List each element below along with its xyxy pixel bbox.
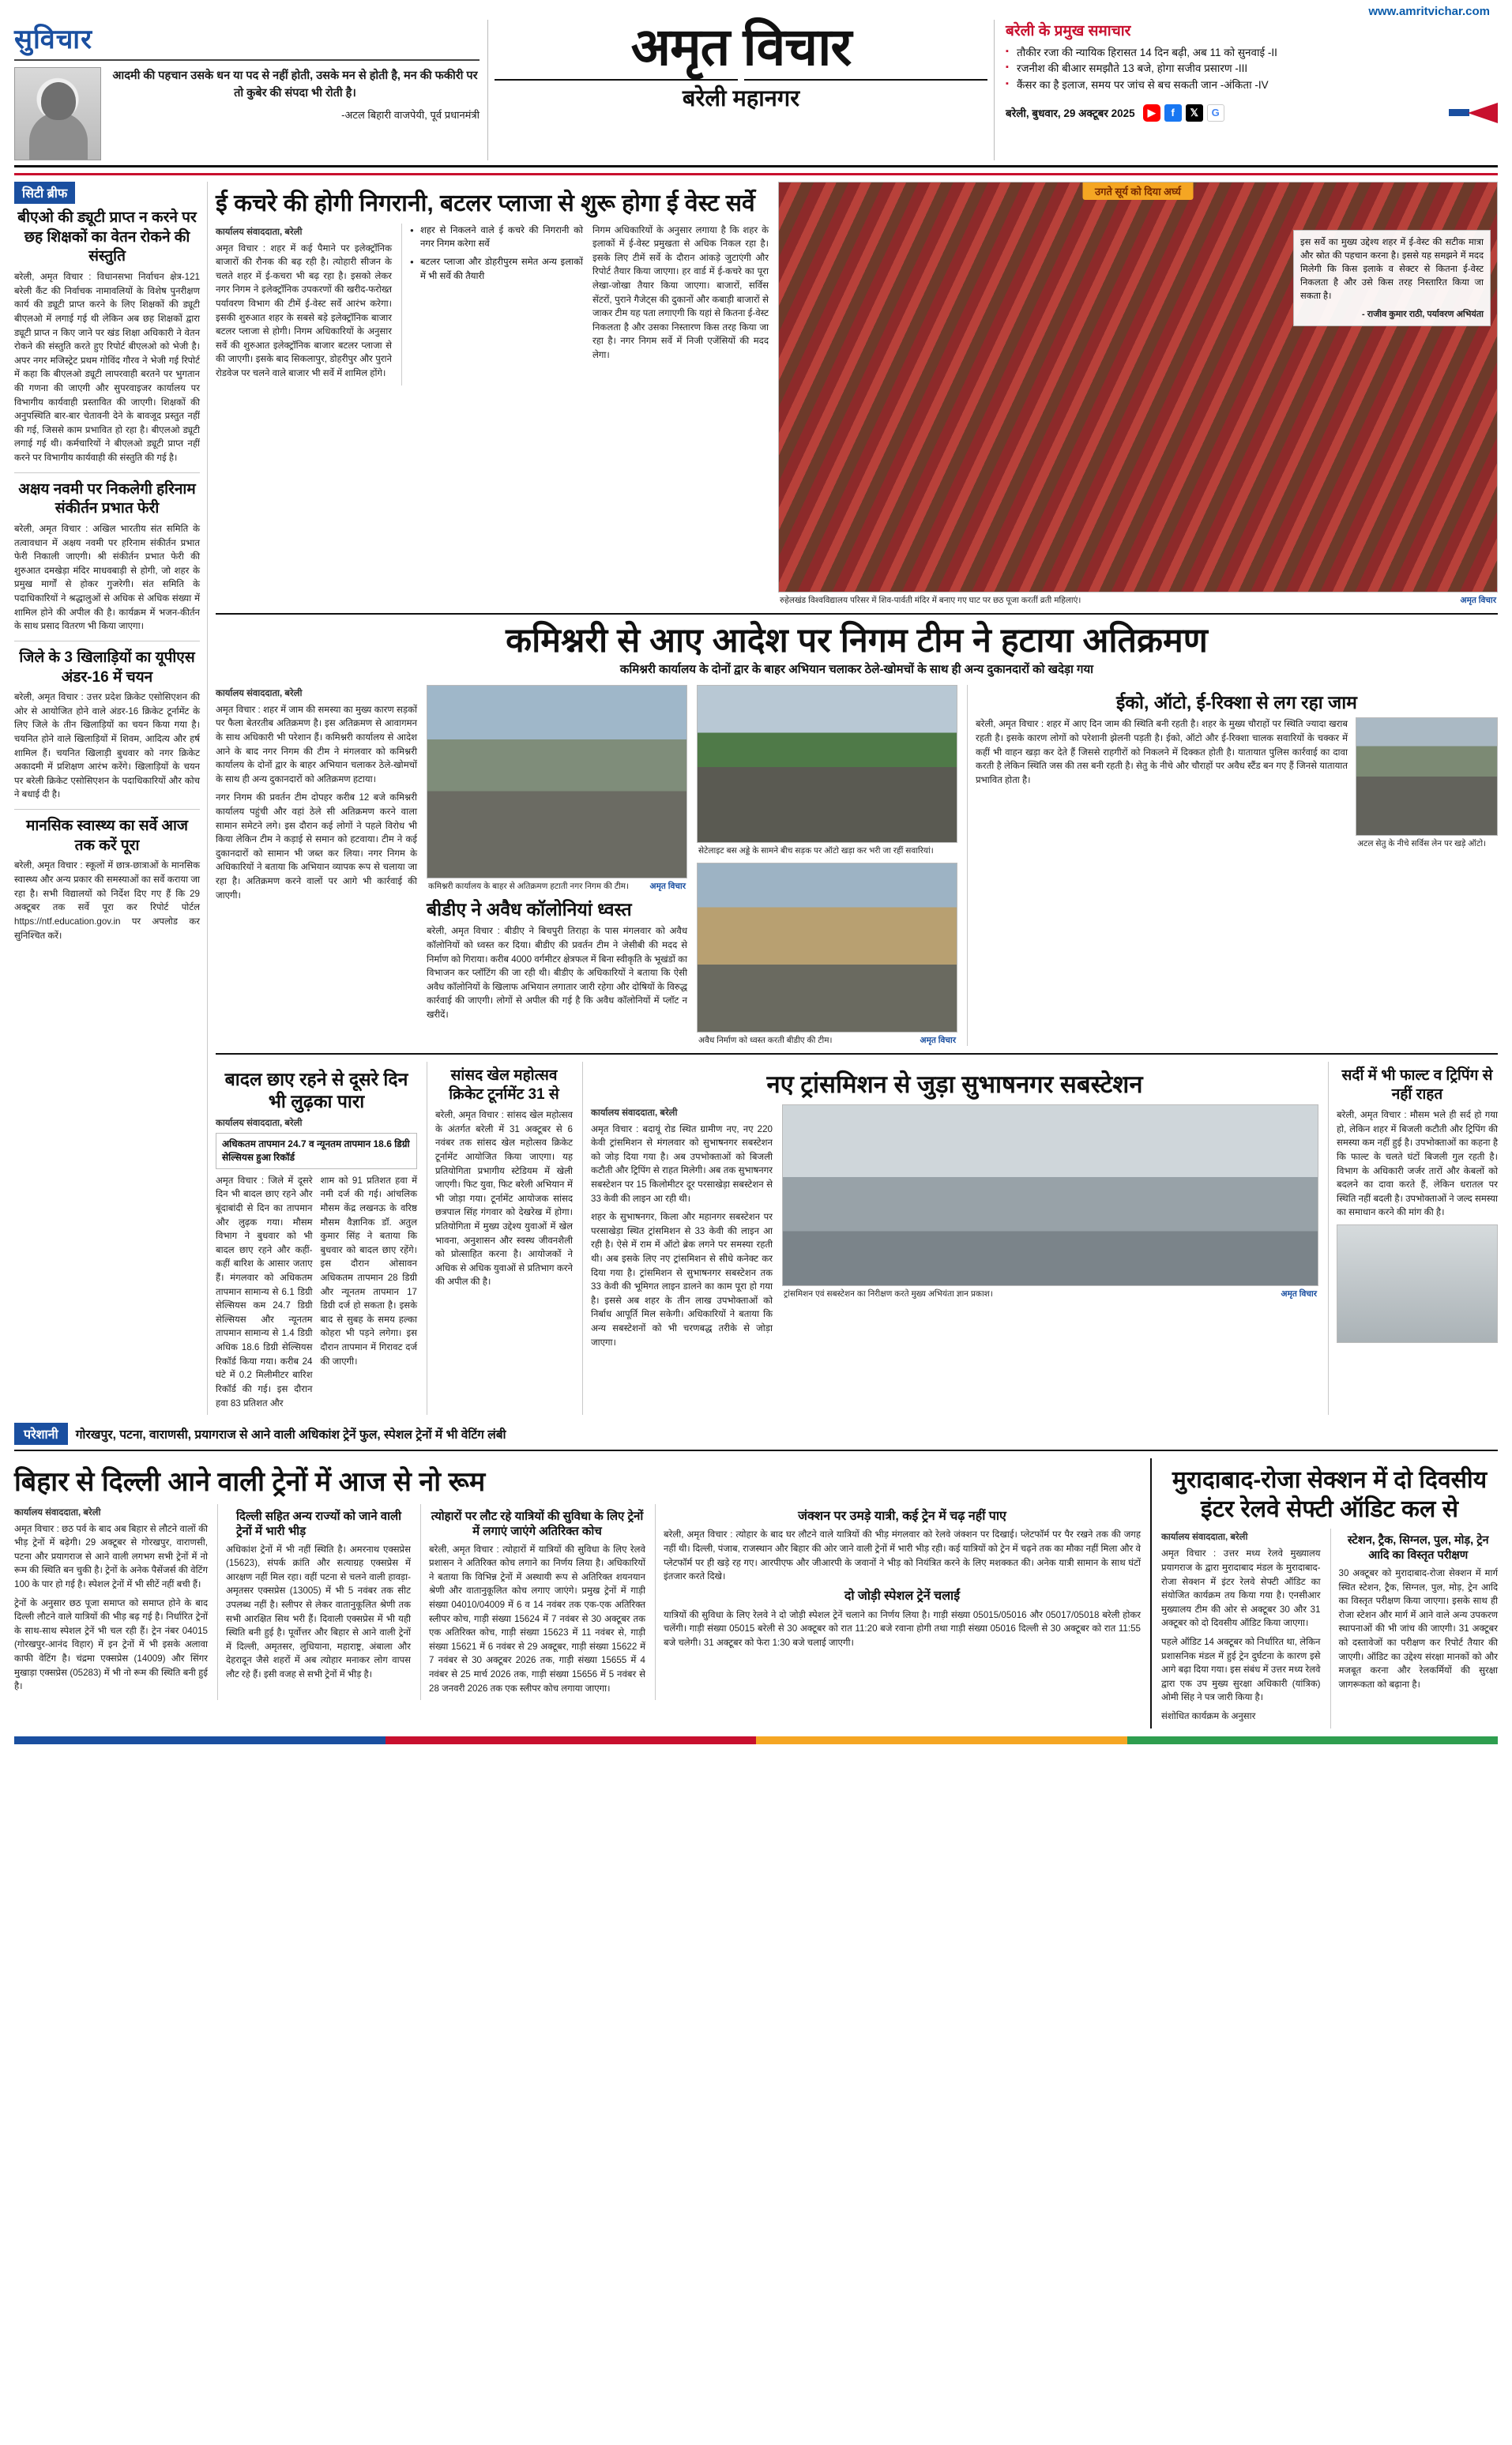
- x-icon[interactable]: 𝕏: [1186, 104, 1203, 122]
- footer-color-bar: [14, 1736, 1498, 1744]
- auto-caption: सेटेलाइट बस अड्डे के सामने बीच सड़क पर ऑटो खड़ा कर भरी जा रहीं सवारियां।: [698, 845, 934, 856]
- lead2-caption: कमिश्नरी कार्यालय के बाहर से अतिक्रमण हटाती नगर निगम की टीम।: [428, 881, 629, 891]
- substation-photo: [782, 1104, 1318, 1286]
- substation-byline: कार्यालय संवाददाता, बरेली: [591, 1108, 678, 1118]
- audit-body3: संशोधित कार्यक्रम के अनुसार: [1161, 1711, 1256, 1722]
- author-portrait: [14, 67, 101, 160]
- photo-inset-note: [1293, 230, 1491, 326]
- masthead: [14, 17, 1498, 167]
- trains-block: [14, 1458, 1141, 1728]
- auto-caption-row: [697, 843, 957, 856]
- substation-col2: शहर के सुभाषनगर, किला और महानगर सबस्टेशन पर परसाखेड़ा स्थित ट्रांसमिशन से 33 केवी की लाइन आ रही है। ऐसे में राम में ऑटो ब्रेक लगने पर समस्या रहती थी। अब इसके लिए नए ट्रांसमिशन से सीधे कनेक्ट कर दिया गया है। ट्रांसमिशन से सुभाषनगर सबस्टेशन तक 33 केवी की भूमिगत लाइन डालने का काम पूरा हो गया है। इससे अब शहर के तीन लाख उपभोक्ताओं को निर्बाध आपूर्ति मिल सकेगी। अधिकारियों ने बताया कि अन्य सबस्टेशनों को भी चरणबद्ध तरीके से जोड़ा जाएगा।: [591, 1212, 773, 1348]
- trains-col4-headline-2[interactable]: दो जोड़ी स्पेशल ट्रेनें चलाईं: [844, 1589, 961, 1603]
- ejam-caption-row: [1356, 836, 1498, 849]
- substation-col1: अमृत विचार : बदायूं रोड स्थित ग्रामीण नए, नए 220 केवी ट्रांसमिशन से मंगलवार को सुभाषनगर सबस्टेशन को जोड़ दिया गया है। अब उपभोक्ताओं को बिजली कटौती और ट्रिपिंग से राहत मिलेगी। अब तक सुभाषनगर सबस्टेशन पर 15 किलोमीटर दूर परसाखेड़ा सबस्टेशन से 33 केवी की लाइन आ रही थी।: [591, 1123, 773, 1204]
- brief-headline-2[interactable]: अक्षय नवमी पर निकलेगी हरिनाम संकीर्तन प्रभात फेरी: [18, 480, 196, 517]
- audit-body: अमृत विचार : उत्तर मध्य रेलवे मुख्यालय प्रयागराज के द्वारा मुरादाबाद मंडल के मुरादाबाद-रोजा सेक्शन में इंटर रेलवे सेफ्टी ऑडिट का संयोजित कार्यक्रम तय किया गया है। एनसीआर मुख्यालय टीम की ओर से अक्टूबर 30 और 31 अक्टूबर को दो दिवसीय ऑडिट किया जाएगा।: [1161, 1548, 1321, 1629]
- brief-headline-4[interactable]: मानसिक स्वास्थ्य का सर्वे आज तक करें पूरा: [26, 818, 188, 854]
- facebook-icon[interactable]: f: [1164, 104, 1182, 122]
- chhath-photo: [778, 182, 1498, 592]
- edition-name: बरेली महानगर: [682, 86, 800, 112]
- main-content: [14, 182, 1498, 1415]
- brief-headline-1[interactable]: बीएओ की ड्यूटी प्राप्त न करने पर छह शिक्षकों का वेतन रोकने की संस्तुति: [17, 209, 197, 265]
- lead1-bullet-1: ● शहर से निकलने वाले ई कचरे की निगरानी को नगर निगम करेगा सर्वे: [410, 224, 583, 251]
- main-column: [216, 182, 1498, 1415]
- encroachment-photo: [427, 685, 687, 878]
- lead1-byline: कार्यालय संवाददाता, बरेली: [216, 227, 303, 237]
- substation-caption: ट्रांसमिशन एवं सबस्टेशन का निरीक्षण करते मुख्य अभियंता ज्ञान प्रकाश।: [784, 1288, 993, 1299]
- bdo-caption-row: [697, 1033, 957, 1046]
- chhath-note-sign: - राजीव कुमार राठी, पर्यावरण अभियंता: [1362, 309, 1484, 319]
- audit-right-body: 30 अक्टूबर को मुरादाबाद-रोजा सेक्शन में मार्ग स्थित स्टेशन, ट्रैक, सिग्नल, पुल, मोड़, ट्रेन आदि का विस्तृत परीक्षण किया जाएगा। इसके साथ ही रोजा स्टेशन और मार्ग में आने वाले अन्य उपकरण स्थापनाओं की भी जांच की जाएगी। 31 अक्टूबर को दस्तावेजों का परीक्षण कर रिपोर्ट तैयार की जाएगी। ऑडिट का उद्देश्य संरक्षा मानकों को और मजबूत करना और रेलकर्मियों की सुरक्षा जागरूकता को बढ़ाना है।: [1338, 1568, 1498, 1690]
- audit-byline: कार्यालय संवाददाता, बरेली: [1161, 1533, 1248, 1543]
- ejam-body: बरेली, अमृत विचार : शहर में आए दिन जाम की स्थिति बनी रहती है। शहर के मुख्य चौराहों पर स्थिति ज्यादा खराब रहती है। इसके कारण लोगों को परेशानी झेलनी पड़ती है। ईको, ऑटो और ई-रिक्शा चालक सवारियों के चक्कर में कहीं भी वाहन खड़ा कर देते हैं जिससे राहगीरों को निकलने में दिक्कत होती है। यातायात पुलिस कार्रवाई का दावा करती है लेकिन स्थिति जस की तस बनी रहती है। सेतु के नीचे और चौराहों पर अवैध स्टैंड बन गए हैं जिनसे यातायात प्रभावित होता है।: [976, 719, 1348, 785]
- lead2-subhead: कमिश्नरी कार्यालय के दोनों द्वार के बाहर अभियान चलाकर ठेले-खोमचों के साथ ही अन्य दुकानदारों को खदेड़ा गया: [619, 663, 1094, 677]
- trains-col3-headline[interactable]: त्योहारों पर लौट रहे यात्रियों की सुविधा के लिए ट्रेनों में लगाएं जाएंगे अतिरिक्त कोच: [431, 1509, 644, 1539]
- chhath-credit: अमृत विचार: [1460, 596, 1496, 605]
- lead2-headline[interactable]: कमिश्नरी से आए आदेश पर निगम टीम ने हटाया अतिक्रमण: [506, 622, 1208, 660]
- audit-headline[interactable]: मुरादाबाद-रोजा सेक्शन में दो दिवसीय इंटर रेलवे सेफ्टी ऑडिट कल से: [1172, 1467, 1488, 1522]
- weather-col2: शाम को 91 प्रतिशत हवा में नमी दर्ज की गई। आंचलिक मौसम केंद्र लखनऊ के वरिष्ठ मौसम वैज्ञानिक डॉ. अतुल कुमार सिंह ने बताया कि बुधवार को बादल छाए रहेंगे। इस दौरान ओसावन अधिकतम तापमान 28 डिग्री और न्यूनतम तापमान 17 डिग्री दर्ज हो सकता है। इसके बाद से सुबह के समय हल्का कोहरा भी पड़ने लगेगा। इस दौरान तापमान में गिरावट दर्ज की जाएगी।: [320, 1175, 417, 1367]
- trains-headline[interactable]: बिहार से दिल्ली आने वाली ट्रेनों में आज से नो रूम: [14, 1467, 486, 1498]
- bottom-strap: गोरखपुर, पटना, वाराणसी, प्रयागराज से आने वाली अधिकांश ट्रेनें फुल, स्पेशल ट्रेनों में भी वेटिंग लंबी: [75, 1428, 506, 1443]
- trains-byline: कार्यालय संवाददाता, बरेली: [14, 1507, 101, 1518]
- brief-body-4: बरेली, अमृत विचार : स्कूलों में छात्र-छात्राओं के मानसिक स्वास्थ्य और अन्य प्रकार की समस्याओं का सर्वे कराया जा रहा है। सभी विद्यालयों को निर्देश दिए गए हैं कि 29 अक्टूबर तक सर्वे पूरा कर रिपोर्ट पोर्टल https://ntf.education.gov.in पर अपलोड कर सुनिश्चित करें।: [14, 860, 200, 941]
- highlights-title: बरेली के प्रमुख समाचार: [1006, 23, 1131, 39]
- chhath-caption-row: [778, 592, 1498, 606]
- weather-stats: अधिकतम तापमान 24.7 व न्यूनतम तापमान 18.6 डिग्री सेल्सियस हुआ रिकॉर्ड: [216, 1133, 417, 1169]
- lead2-col1b: नगर निगम की प्रवर्तन टीम दोपहर करीब 12 बजे कमिश्नरी कार्यालय पहुंची और वहां ठेले सी अतिक्रमण करने वाला सामान समेटने लगे। इस दौरान कई लोगों ने पहले विरोध भी किया लेकिन टीम ने कड़ाई से समान को हटवाया। टीम ने कई दुकानदारों को सामान भी जब्त कर लिया। नगर निगम के अधिकारियों ने बताया कि अभियान व्यापक रूप से चलाया जा रहा है। अतिक्रमण करने वालों पर आगे भी कार्रवाई की जाएगी।: [216, 792, 417, 901]
- weather-col1: अमृत विचार : जिले में दूसरे दिन भी बादल छाए रहने और बूंदाबांदी से दिन का तापमान और लुढ़क गया। मौसम विभाग ने बुधवार को भी बादल छाए रहने और कहीं-कहीं बारिश के आसार जताए हैं। मंगलवार को अधिकतम तापमान सामान्य से 6.1 डिग्री सेल्सियस कम 24.7 डिग्री सेल्सियस और न्यूनतम तापमान सामान्य से 1.4 डिग्री अधिक 18.6 डिग्री सेल्सियस रिकॉर्ड किया गया। करीब 24 घंटे में 0.2 मिलीमीटर बारिश रिकॉर्ड की गई। इस दौरान हवा 83 प्रतिशत और: [216, 1175, 313, 1409]
- lead1-bullet-2: ● बटलर प्लाजा और डोहरीपुरम समेत अन्य इलाकों में भी सर्वे की तैयारी: [410, 255, 583, 283]
- cricket-block: [427, 1062, 573, 1415]
- highlight-item[interactable]: ▪ रजनीश की बीआर समझौते 13 बजे, होगा सजीव प्रसारण -III: [1006, 61, 1498, 77]
- brief-body-2: बरेली, अमृत विचार : अखिल भारतीय संत समिति के तत्वावधान में अक्षय नवमी पर हरिनाम संकीर्तन प्रभात फेरी निकाली जाएगी। श्री संकीर्तन प्रभात फेरी की शुरुआत दमखेड़ा मंदिर माधवबाड़ी से होगी, जो शहर के प्रमुख मार्गों से होकर गुजरेगी। संत समिति के पदाधिकारियों ने श्रद्धालुओं से अधिक से अधिक संख्या में शामिल होने की अपील की है। कार्यक्रम में भजन-कीर्तन के साथ प्रसाद वितरण भी किया जाएगा।: [14, 523, 200, 632]
- fault-body: बरेली, अमृत विचार : मौसम भले ही सर्द हो गया हो, लेकिन शहर में बिजली कटौती और ट्रिपिंग की समस्या कम नहीं हुई है। उपभोक्ताओं का कहना है कि फाल्ट के चलते घंटों बिजली गुल रहती है। विभाग के अधिकारी जर्जर तारों और केबलों को बदलने का दावा करते हैं, लेकिन धरातल पर स्थिति नहीं बदली है। उपभोक्ताओं ने जल्द समस्या का समाधान करने की मांग की है।: [1337, 1110, 1498, 1218]
- substation-headline[interactable]: नए ट्रांसमिशन से जुड़ा सुभाषनगर सबस्टेशन: [766, 1070, 1143, 1098]
- auto-photo-block: [697, 685, 957, 1046]
- substation-credit: अमृत विचार: [1281, 1288, 1317, 1299]
- lead1-col2: निगम अधिकारियों के अनुसार लगाया है कि शहर के इलाकों में ई-वेस्ट प्रमुखता से अधिक निकल रहा है। इसके लिए टीमें सर्वे के दौरान आंकड़े जुटाएंगी और रिपोर्ट तैयार किया जाएगा। हर वार्ड में ई-कचरे का पूरा लेखा-जोखा तैयार किया जाएगा। बाजारों, सर्विस सेंटरों, पुराने गैजेट्स की दुकानों और कबाड़ी बाजारों से जाकर टीम यह पता लगाएगी कि यहां से कितना ई-वेस्ट निकलता है और उसका निस्तारण किस तरह किया जा रहा है। नगर निगम सर्वे में निजी एजेंसियों की मदद लेगा।: [592, 224, 769, 361]
- substation-block: [582, 1062, 1318, 1415]
- audit-right-headline[interactable]: स्टेशन, ट्रैक, सिग्नल, पुल, मोड़, ट्रेन आदि का विस्तृत परीक्षण: [1347, 1534, 1489, 1563]
- fault-headline[interactable]: सर्दी में भी फाल्ट व ट्रिपिंग से नहीं राहत: [1341, 1066, 1493, 1104]
- substation-caption-row: [782, 1286, 1318, 1300]
- chhath-note: इस सर्वे का मुख्य उद्देश्य शहर में ई-वेस्ट की सटीक मात्रा और स्रोत की पहचान करना है। इससे यह समझने में मदद मिलेगी कि किस इलाके व सेक्टर से कितना ई-वेस्ट निकलता है और उसे किस तरह निस्तारित किया जा सकता है।: [1300, 238, 1484, 302]
- brand-divider: [495, 79, 987, 81]
- brand-block: [488, 17, 994, 160]
- suvichar-quote: आदमी की पहचान उसके धन या पद से नहीं होती, उसके मन से होती है, मन की फकीरी पर तो कुबेर की संपदा भी रोती है।: [112, 70, 478, 100]
- suvichar-title: सुविचार: [14, 24, 92, 55]
- bottom-section: [14, 1458, 1498, 1728]
- divider: [14, 59, 480, 61]
- bottom-band: [14, 1423, 1498, 1445]
- lead2-credit: अमृत विचार: [649, 881, 686, 891]
- trains-col4-headline[interactable]: जंक्शन पर उमड़े यात्री, कई ट्रेन में चढ़ नहीं पाए: [798, 1509, 1006, 1523]
- bdo-credit: अमृत विचार: [920, 1035, 956, 1045]
- social-links: [1143, 104, 1224, 122]
- megaphone-icon: [1442, 101, 1498, 125]
- chhath-photo-block: [778, 182, 1498, 606]
- lead-story-1: [216, 182, 769, 606]
- fault-block: [1328, 1062, 1498, 1415]
- trains-col4: बरेली, अमृत विचार : त्योहार के बाद घर लौटने वाले यात्रियों की भीड़ मंगलवार को रेलवे जंक्शन पर दिखाई। प्लेटफॉर्म पर पैर रखने तक की जगह नहीं थी। दिल्ली, पंजाब, राजस्थान और बिहार की ओर जाने वाली ट्रेनों में भारी भीड़ रही। कई यात्रियों को ट्रेन में चढ़ने तक का मौका नहीं मिला और वे प्लेटफॉर्म पर ही खड़े रह गए। आरपीएफ और जीआरपी के जवानों ने भीड़ को नियंत्रित करने के लिए मशक्कत की। अनेक यात्री सामान के साथ घंटों इंतजार करते दिखे।: [664, 1529, 1141, 1582]
- audit-body2: पहले ऑडिट 14 अक्टूबर को निर्धारित था, लेकिन प्रशासनिक मंडल में हुई ट्रेन दुर्घटना के कारण इसे आगे बढ़ा दिया गया। इस संबंध में उत्तर मध्य रेलवे द्वारा एक उप मुख्य सुरक्षा अधिकारी (यांत्रिक) ओमी सिंह ने पत्र जारी किया है।: [1161, 1636, 1321, 1703]
- panel-photo: [1337, 1224, 1498, 1343]
- trains-col2-headline[interactable]: दिल्ली सहित अन्य राज्यों को जाने वाली ट्रेनों में भारी भीड़: [236, 1509, 402, 1539]
- dateline: बरेली, बुधवार, 29 अक्टूबर 2025: [1006, 107, 1135, 119]
- google-icon[interactable]: G: [1207, 104, 1224, 122]
- brand-name: अमृत विचार: [630, 17, 852, 76]
- city-brief-column: [14, 182, 208, 1415]
- weather-block: [216, 1062, 417, 1415]
- bdo-body: बरेली, अमृत विचार : बीडीए ने बिचपुरी तिराहा के पास मंगलवार को अवैध कॉलोनियों को ध्वस्त कर दिया। बीडीए की प्रवर्तन टीम ने जेसीबी की मदद से निर्माण को गिराया। करीब 4000 वर्गमीटर क्षेत्रफल में बिना स्वीकृति के भूखंडों का विभाजन कर प्लॉटिंग की जा रही थी। बीडीए के अधिकारियों ने बताया कि ऐसी अवैध कॉलोनियों के खिलाफ अभियान लगातार जारी रहेगा और दोषियों के विरुद्ध कार्रवाई की जाएगी। लोगों से अपील की गई है कि अवैध कॉलोनियों में प्लॉट न खरीदें।: [427, 926, 687, 1021]
- photo-label: उगते सूर्य को दिया अर्घ्य: [1082, 182, 1194, 200]
- trains-col3: बरेली, अमृत विचार : त्योहारों में यात्रियों की सुविधा के लिए रेलवे प्रशासन ने अतिरिक्त कोच लगाने का निर्णय लिया है। अधिकारियों ने बताया कि विभिन्न ट्रेनों में अस्थायी रूप से अतिरिक्त शयनयान श्रेणी और वातानुकूलित कोच लगाए जाएंगे। प्रमुख ट्रेनों में गाड़ी संख्या 04010/04009 में 6 व 14 नवंबर तक एक-एक अतिरिक्त स्लीपर कोच, गाड़ी संख्या 15624 में 7 नवंबर से 30 अक्टूबर तक एक अतिरिक्त कोच, गाड़ी संख्या 15623 में 11 नवंबर से, गाड़ी संख्या 15621 में 6 नवंबर से 29 अक्टूबर, गाड़ी संख्या 15622 में 7 नवंबर से 30 अक्टूबर 2026 तक, गाड़ी संख्या 15655 में 4 नवंबर से 25 मार्च 2026 तक, गाड़ी संख्या 15656 में 5 नवंबर से 28 जनवरी 2026 तक एक स्लीपर कोच लगाया जाएगा।: [429, 1544, 645, 1694]
- lead1-headline[interactable]: ई कचरे की होगी निगरानी, बटलर प्लाजा से शुरू होगा ई वेस्ट सर्वे: [216, 190, 755, 216]
- highlights-block: [994, 20, 1498, 160]
- erickshaw-photo: [1356, 717, 1498, 836]
- highlight-item[interactable]: ▪ कैंसर का है इलाज, समय पर जांच से बच सकती जान -अंकिता -IV: [1006, 77, 1498, 93]
- brief-body-3: बरेली, अमृत विचार : उत्तर प्रदेश क्रिकेट एसोसिएशन की ओर से आयोजित होने वाले अंडर-16 क्रिकेट टूर्नामेंट के लिए जिले के तीन खिलाड़ियों का चयन किया गया है। चयनित होने वाले खिलाड़ियों में शिवम, आदित्य और हर्ष शामिल हैं। चयनित खिलाड़ी बुधवार को नगर क्रिकेट अकादमी में प्रशिक्षण आरंभ करेंगे। खिलाड़ियों के चयन पर बरेली क्रिकेट एसोसिएशन के पदाधिकारियों और कोच ने बधाई दी है।: [14, 692, 200, 800]
- highlight-item[interactable]: ▪ तौकीर रजा की न्यायिक हिरासत 14 दिन बढ़ी, अब 11 को सुनवाई -II: [1006, 45, 1498, 61]
- weather-byline: कार्यालय संवाददाता, बरेली: [216, 1119, 303, 1129]
- brief-body-1: बरेली, अमृत विचार : विधानसभा निर्वाचन क्षेत्र-121 बरेली कैंट की निर्वाचक नामावलियों के विशेष पुनरीक्षण कार्य की ड्यूटी प्राप्त करने के लिए शिक्षकों की ड्यूटी बीएलओ में लगाई गई थी लेकिन अब छह शिक्षकों द्वारा ड्यूटी प्राप्त न किए जाने पर खंड शिक्षा अधिकारी ने वेतन रोकने की संस्तुति करते हुए रिपोर्ट बीएलओ को भेजी है। अपर नगर मजिस्ट्रेट प्रथम गोविंद गौरव ने भेजी गई रिपोर्ट में कहा कि बीएलओ ड्यूटी लापरवाही बरतने पर भुगतान की गणना की जाएगी और सुपरवाइजर कार्यालय पर विभागीय कार्यवाही प्रस्तावित की जाएगी। शिक्षकों की अनुपस्थिति बार-बार चेतावनी देने के बावजूद प्रस्तुत नहीं की गई, जिससे काम प्रभावित हो रहा है। बीएलओ ड्यूटी लगाई गई थी। कर्मचारियों ने बीएलओ ड्यूटी प्राप्त नहीं करने पर विभागीय कार्यवाही की संस्तुति की गई है।: [14, 272, 200, 463]
- bdo-headline[interactable]: बीडीए ने अवैध कॉलोनियां ध्वस्त: [427, 898, 632, 920]
- website-url[interactable]: www.amritvichar.com: [1368, 5, 1490, 18]
- trains-col2: अधिकांश ट्रेनों में भी नहीं स्थिति है। अमरनाथ एक्सप्रेस (15623), संपर्क क्रांति और सत्याग्रह एक्सप्रेस में आरक्षण नहीं मिल रहा। वहीं पटना से चलने वाली हावड़ा-अमृतसर एक्सप्रेस (13005) में भी 5 नवंबर तक सीट उपलब्ध नहीं है। स्लीपर से लेकर वातानुकूलित श्रेणी तक सभी आरक्षित सिथ भरी हैं। दिवाली एक्सप्रेस में भी यही स्थिति बनी हुई है। पूर्वोत्तर और बिहार से आने वाली ट्रेनों में दिल्ली, अमृतसर, लुधियाना, महाराष्ट्र, अंबाला और देहरादून जैसे शहरों में अब त्योहार मनाकर लोग वापस लौट रहे हैं। इसी वजह से सभी ट्रेनों में भीड़ है।: [226, 1544, 411, 1680]
- section-tag-pareshani[interactable]: परेशानी: [14, 1423, 68, 1445]
- suvichar-block: [14, 20, 488, 160]
- chhath-caption: रुहेलखंड विश्वविद्यालय परिसर में शिव-पार्वती मंदिर में बनाए गए घाट पर छठ पूजा करतीं व्रती महिलाएं।: [780, 596, 1081, 605]
- audit-block: [1150, 1458, 1498, 1728]
- trains-col1b: ट्रेनों के अनुसार छठ पूजा समाप्त को समाप्त होने के बाद दिल्ली लौटने वाले यात्रियों की भीड़ बढ़ गई है। निर्धारित ट्रेनों के साथ-साथ स्पेशल ट्रेनें भी चल रही हैं। ट्रेन नंबर 04015 (गोरखपुर-आनंद विहार) में इन ट्रेनों में भी इसके अलावा काफी वेटिंग है। चंद्रमा एक्सप्रेस (14009) और सिंगर मुखाड़ा एक्सप्रेस (05283) में भी नो रूम की स्थिति बनी हुई है।: [14, 1597, 208, 1692]
- suvichar-quote-wrap: [111, 67, 480, 160]
- lead2-byline: कार्यालय संवाददाता, बरेली: [216, 688, 303, 698]
- lead1-col1: अमृत विचार : शहर में कई पैमाने पर इलेक्ट्रॉनिक बाजारों की रौनक की बढ़ रही है। त्योहारी सीजन के चलते शहर में ई-कचरा भी बढ़ रहा है। इसको लेकर नगर निगम ने इलेक्ट्रॉनिक उपकरणों की खरीद-फरोख्त पर्यावरण विभाग की टीमें ई-वेस्ट सर्वे आरंभ करेगा। इसकी शुरुआत शहर के सबसे बड़े इलेक्ट्रॉनिक बाजार बटलर प्लाजा से होगी। निगम अधिकारियों के अनुसार सर्वे की शुरुआत इलेक्ट्रॉनिक बाजार बटलर प्लाजा से की जाएगी। इसके बाद सिकलापुर, डोहरीपुर और पुराने रोडवेज पर चलने वाले बाजार भी सर्वे में शामिल होंगे।: [216, 243, 392, 379]
- section-tag-city-brief[interactable]: सिटी ब्रीफ: [14, 182, 75, 204]
- lead2-col1: अमृत विचार : शहर में जाम की समस्या का मुख्य कारण सड़कों पर फैला बेतरतीब अतिक्रमण है। इस अतिक्रमण से आवागमन के साथ अधिकारी भी परेशान हैं। कमिश्नरी कार्यालय से आदेश आने के बाद नगर निगम की टीम ने मंगलवार को कमिश्नरी कार्यालय के दोनों द्वार के बाहर अभियान चलाकर ठेले-खोमचों के साथ ही अन्य दुकानदारों को अतिक्रमण हटाया।: [216, 704, 417, 784]
- cricket-headline[interactable]: सांसद खेल महोत्सव क्रिकेट टूर्नामेंट 31 से: [449, 1066, 559, 1104]
- auto-stand-photo: [697, 685, 957, 843]
- lead2-photo-block: [427, 685, 687, 1046]
- weather-headline[interactable]: बादल छाए रहने से दूसरे दिन भी लुढ़का पारा: [224, 1068, 408, 1112]
- lead2-caption-row: [427, 878, 687, 892]
- trains-col4b: यात्रियों की सुविधा के लिए रेलवे ने दो जोड़ी स्पेशल ट्रेनें चलाने का निर्णय लिया है। गाड़ी संख्या 05015/05016 और 05017/05018 बरेली होकर चलेंगी। गाड़ी संख्या 05015 बरेली से 30 अक्टूबर को रात 11:20 बजे रवाना होगी तथा गाड़ी संख्या 05016 दिल्ली से 30 अक्टूबर को रात 11:55 बजे चलेगी। 31 अक्टूबर को फेरा 1:30 बजे चलाई जाएगी।: [664, 1609, 1141, 1648]
- ejam-headline[interactable]: ईको, ऑटो, ई-रिक्शा से लग रहा जाम: [1116, 691, 1357, 713]
- cricket-body: बरेली, अमृत विचार : सांसद खेल महोत्सव के अंतर्गत बरेली में 31 अक्टूबर से 6 नवंबर तक सांसद खेल महोत्सव क्रिकेट टूर्नामेंट आयोजित किया जाएगा। यह प्रतियोगिता प्रभागीय स्टेडियम में खेली जाएगी। फिट युवा, फिट बरेली अभियान में भी जोड़ा गया। टूर्नामेंट आयोजक सांसद छत्रपाल सिंह गंगवार को देखरेख में होगा। प्रतियोगिता में मुख्य उद्देश्य युवाओं में खेल भावना, अनुशासन और स्वस्थ जीवनशैली को प्रोत्साहित करना है। आयोजकों ने अधिक से अधिक युवाओं से प्रतिभाग करने की अपील की है।: [435, 1110, 573, 1288]
- brief-headline-3[interactable]: जिले के 3 खिलाड़ियों का यूपीएस अंडर-16 में चयन: [19, 649, 195, 686]
- lead2-text: [216, 685, 417, 1046]
- suvichar-author: -अटल बिहारी वाजपेयी, पूर्व प्रधानमंत्री: [341, 108, 480, 121]
- youtube-icon[interactable]: ▶: [1143, 104, 1160, 122]
- ejam-block: [967, 685, 1498, 1046]
- trains-col1: अमृत विचार : छठ पर्व के बाद अब बिहार से लौटने वालों की भीड़ ट्रेनों में बढ़ेगी। 29 अक्टूबर से गोरखपुर, वाराणसी, पटना और प्रयागराज से आने वाली लगभग सभी ट्रेनों में नो रूम की स्थिति बन चुकी है। ट्रेनों के अनेक पैसेंजर्स की वेटिंग 100 के पार हो गई है। स्पेशल ट्रेनों में भी सीटें नहीं बची हैं।: [14, 1523, 208, 1590]
- ejam-caption: अटल सेतु के नीचे सर्विस लेन पर खड़े ऑटो।: [1357, 839, 1487, 849]
- bdo-caption: अवैध निर्माण को ध्वस्त करती बीडीए की टीम।: [698, 1035, 833, 1045]
- header-rule: [14, 173, 1498, 175]
- lead1-bullets: [410, 224, 583, 284]
- jcb-photo: [697, 863, 957, 1033]
